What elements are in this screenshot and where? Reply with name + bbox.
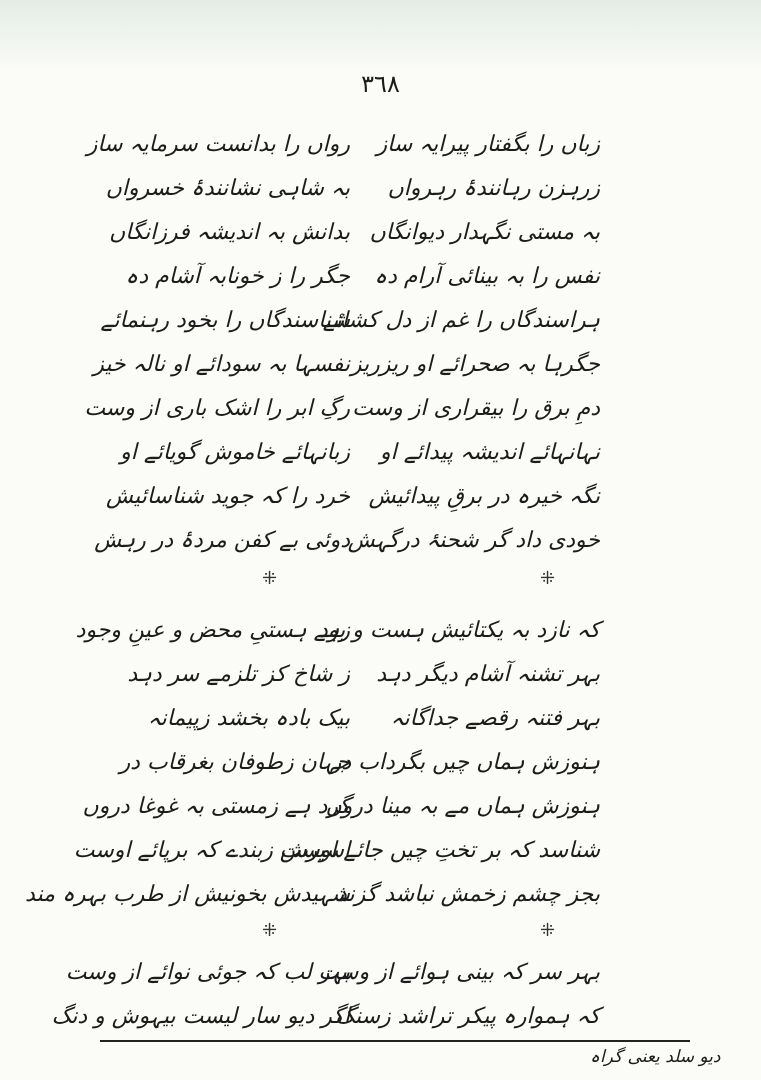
misra-left: ہنوزش ہماں مے بہ مینا دروں	[325, 793, 600, 819]
misra-right: گرد ہے زمستی بہ غوغا دروں	[82, 793, 350, 819]
couplet	[109, 210, 600, 254]
misra-left: بہ مستی نگہدار دیوانگاں	[369, 219, 600, 245]
stanza-1	[84, 122, 600, 562]
misra-right: زہے ہستیِ محض و عینِ وجود	[75, 617, 350, 643]
misra-right: زبانہائے خاموش گویائے او	[120, 439, 350, 465]
misra-left: زرہزن رہانندۂ رہرواں	[387, 175, 600, 201]
stanza-3	[51, 950, 600, 1038]
couplet	[130, 696, 600, 740]
couplet	[106, 474, 600, 518]
couplet	[65, 950, 600, 994]
misra-left: شناسد کہ بر تختِ چیں جائے اوست	[279, 837, 600, 863]
misra-right: بہ شاہی نشانندۂ خسرواں	[105, 175, 350, 201]
stanza-2	[25, 608, 600, 916]
misra-left: ہراسندگاں را غم از دل کشائے	[322, 307, 600, 333]
misra-left: بجز چشم زخمش نباشد گزند	[336, 881, 600, 907]
misra-right: اگر دیو سار لیست بیہوش و دنگ	[51, 1003, 350, 1029]
misra-left: خودی داد گر شحنۂ درگہش	[347, 527, 600, 553]
misra-right: رواں را بدانست سرمایہ ساز	[86, 131, 350, 157]
misra-left: نگہ خیرہ در برقِ پیدائیش	[368, 483, 600, 509]
stanza-mark-icon: ⁜	[540, 920, 556, 941]
couplet	[25, 872, 600, 916]
couplet	[125, 254, 600, 298]
stanza-mark-icon: ⁜	[262, 920, 278, 941]
misra-left: کہ نازد بہ یکتائیش ہست و بود	[317, 617, 600, 643]
misra-left: جگرہا بہ صحرائے او ریزریز	[350, 351, 600, 377]
stanza-mark-icon: ⁜	[262, 568, 278, 589]
page-top-edge	[0, 0, 761, 70]
footnote: دیو سلد یعنی گراہ	[590, 1047, 721, 1067]
misra-left: کہ ہموارہ پیکر تراشد زسنگ	[335, 1003, 600, 1029]
couplet	[119, 740, 600, 784]
misra-left: بہر فتنہ رقصے جداگانہ	[390, 705, 600, 731]
couplet	[127, 652, 600, 696]
misra-right: خرد را کہ جوید شناسائیش	[106, 483, 350, 509]
couplet	[105, 166, 600, 210]
misra-right: ز شاخ کز تلزمے سر دہد	[127, 661, 350, 687]
misra-left: نفس را بہ بینائی آرام دہ	[374, 263, 600, 289]
misra-right: بہر لب کہ جوئی نوائے از وست	[65, 959, 350, 985]
misra-left: ہنوزش ہماں چیں بگرداب در	[330, 749, 600, 775]
page-number: ٣٦٨	[361, 70, 400, 98]
couplet	[120, 430, 600, 474]
misra-right: بدانش بہ اندیشہ فرزانگاں	[109, 219, 350, 245]
misra-right: رگِ ابر را اشک باری از وست	[84, 395, 350, 421]
misra-right: شہیدش بخونیش از طرب بہرہ مند	[25, 881, 350, 907]
couplet	[84, 386, 600, 430]
misra-right: اسیرش زبندے کہ برپائے اوست	[73, 837, 350, 863]
misra-right: جہان زطوفان بغرقاب در	[119, 749, 350, 775]
couplet	[100, 298, 600, 342]
misra-left: بہر سر کہ بینی ہوائے از وست	[318, 959, 600, 985]
couplet	[86, 122, 600, 166]
misra-right: دوئی بے کفن مردۂ در رہش	[94, 527, 350, 553]
misra-right: جگر را ز خونابہ آشام دہ	[125, 263, 350, 289]
misra-right: بیک بادہ بخشد زپیمانہ	[147, 705, 350, 731]
footnote-divider	[100, 1040, 690, 1042]
couplet	[82, 784, 600, 828]
couplet	[94, 518, 600, 562]
couplet	[51, 994, 600, 1038]
stanza-mark-icon: ⁜	[540, 568, 556, 589]
misra-left: نہانہائے اندیشہ پیدائے او	[379, 439, 600, 465]
misra-left: دمِ برق را بیقراری از وست	[352, 395, 600, 421]
misra-right: شناسندگاں را بخود رہنمائے	[100, 307, 350, 333]
couplet	[73, 828, 600, 872]
couplet	[93, 342, 600, 386]
misra-left: بہر تشنہ آشام دیگر دہد	[376, 661, 600, 687]
misra-left: زباں را بگفتار پیرایہ ساز	[376, 131, 600, 157]
couplet	[75, 608, 600, 652]
misra-right: نفسہا بہ سودائے او نالہ خیز	[93, 351, 350, 377]
